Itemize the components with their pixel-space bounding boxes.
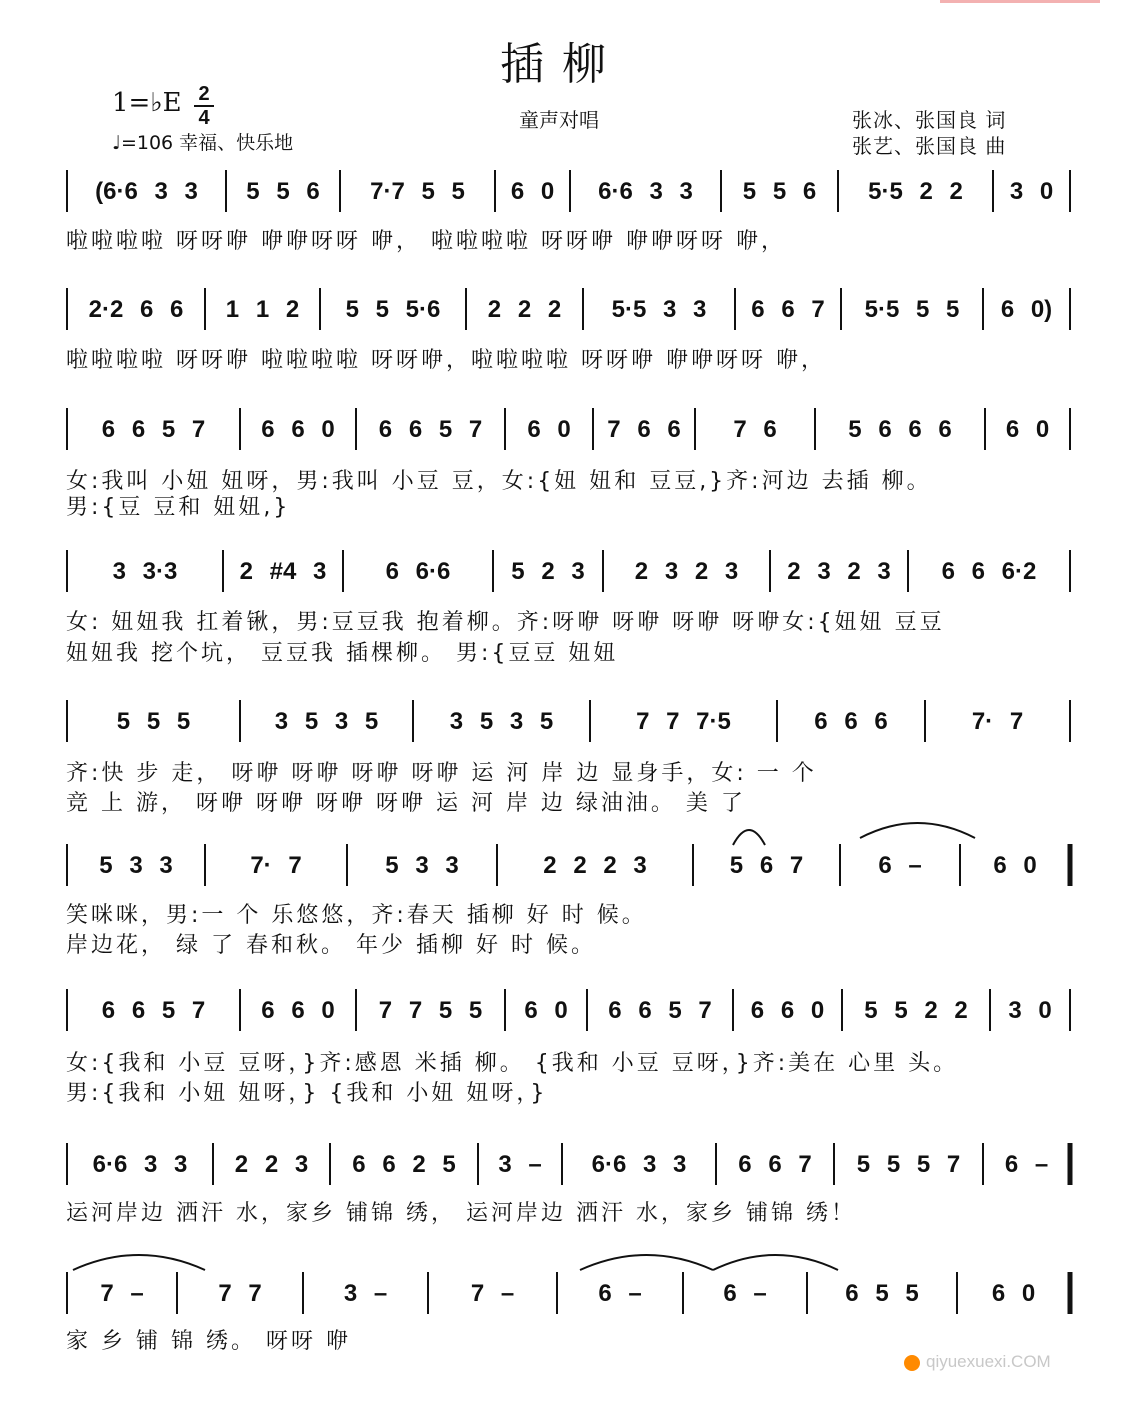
- measure-notes: 3 3·3: [112, 558, 178, 585]
- measure-notes: 7· 7: [971, 708, 1024, 735]
- measure-notes: 6 0): [1000, 296, 1053, 323]
- measure-notes: 6·6 3 3: [591, 1151, 687, 1178]
- measure-notes: 2 #4 3: [239, 558, 327, 585]
- measure-notes: 6 0: [524, 997, 568, 1024]
- lyricist-credit: 张冰、张国良 词: [852, 108, 1007, 132]
- measure-notes: 6 0: [527, 416, 571, 443]
- measure-notes: 6 0: [993, 852, 1037, 879]
- measure-notes: 5 5 6: [742, 178, 817, 205]
- measure-notes: 7 7: [218, 1280, 262, 1307]
- measure-notes: 7 7 7·5: [636, 708, 731, 735]
- slur-arc: [733, 830, 765, 845]
- measure-notes: 6 6 5 7: [378, 416, 483, 443]
- measure-notes: 7 –: [470, 1280, 515, 1307]
- site-watermark: qiyuexuexi.COM: [926, 1352, 1051, 1371]
- measure-notes: 5 2 3: [511, 558, 585, 585]
- measure-notes: 2 3 2 3: [634, 558, 739, 585]
- measure-notes: 6 6 6: [814, 708, 888, 735]
- measure-notes: 6 –: [723, 1280, 767, 1307]
- measure-notes: 2 2 3: [234, 1151, 309, 1178]
- measure-notes: 5·5 2 2: [868, 178, 963, 205]
- lyric-line: 女:我叫 小妞 妞呀，男:我叫 小豆 豆，女:{妞 妞和 豆豆,}齐:河边 去插 柳。: [66, 469, 932, 494]
- song-title: 插柳: [500, 39, 624, 90]
- lyric-line: 家 乡 铺 锦 绣。 呀呀 咿: [66, 1329, 351, 1354]
- measure-notes: 3 0: [1008, 997, 1052, 1024]
- measure-notes: 3 5 3 5: [449, 708, 554, 735]
- lyric-line: 啦啦啦啦 呀呀咿 咿咿呀呀 咿， 啦啦啦啦 呀呀咿 咿咿呀呀 咿，: [66, 229, 786, 254]
- measure-notes: 6·6 3 3: [92, 1151, 188, 1178]
- lyric-line: 啦啦啦啦 呀呀咿 啦啦啦啦 呀呀咿，啦啦啦啦 呀呀咿 咿咿呀呀 咿，: [66, 348, 826, 373]
- measure-notes: 5 5 2 2: [864, 997, 968, 1024]
- measure-notes: 6 0: [1005, 416, 1050, 443]
- measure-notes: 6 6 0: [750, 997, 825, 1024]
- measure-notes: 5 3 3: [99, 852, 173, 879]
- slur-arc: [860, 823, 975, 838]
- slur-arc: [73, 1255, 205, 1270]
- composer-credit: 张艺、张国良 曲: [852, 134, 1007, 158]
- lyric-line: 笑咪咪，男:一 个 乐悠悠，齐:春天 插柳 好 时 候。: [66, 903, 647, 928]
- lyric-line: 男:{我和 小妞 妞呀，} {我和 小妞 妞呀，}: [66, 1081, 548, 1106]
- time-signature-bottom: 4: [198, 107, 210, 129]
- measure-notes: 7· 7: [250, 852, 302, 879]
- measure-notes: 3 –: [343, 1280, 388, 1307]
- measure-notes: 6 6 7: [751, 296, 825, 323]
- measure-notes: 3 0: [1009, 178, 1054, 205]
- measure-notes: 5 5 5·6: [345, 296, 441, 323]
- measure-notes: 6 –: [878, 852, 922, 879]
- measure-notes: 5·5 5 5: [864, 296, 960, 323]
- measure-notes: 7 6 6: [607, 416, 681, 443]
- measure-notes: 6 6 2 5: [352, 1151, 456, 1178]
- measure-notes: 3 –: [498, 1151, 542, 1178]
- measure-notes: 5 3 3: [385, 852, 459, 879]
- measure-notes: 6 6·6: [385, 558, 451, 585]
- slur-arc: [713, 1255, 838, 1270]
- lyric-line: 男:{豆 豆和 妞妞,}: [66, 495, 291, 520]
- performance-note: 童声对唱: [519, 108, 599, 132]
- measure-notes: 2 2 2 3: [543, 852, 647, 879]
- lyric-line: 竞 上 游， 呀咿 呀咿 呀咿 呀咿 运 河 岸 边 绿油油。 美 了: [66, 791, 746, 816]
- key-signature: 1=♭E: [112, 88, 182, 118]
- lyric-line: 妞妞我 挖个坑， 豆豆我 插棵柳。 男:{豆豆 妞妞: [66, 641, 619, 666]
- measure-notes: 6 –: [598, 1280, 642, 1307]
- measure-notes: 6 0: [991, 1280, 1036, 1307]
- time-signature-top: 2: [198, 83, 210, 105]
- measure-notes: (6·6 3 3: [95, 178, 198, 205]
- measure-notes: 3 5 3 5: [274, 708, 379, 735]
- measure-notes: 1 1 2: [225, 296, 300, 323]
- measure-notes: 2 3 2 3: [787, 558, 891, 585]
- measure-notes: 6 6 5 7: [101, 416, 206, 443]
- measure-notes: 5 6 6 6: [848, 416, 952, 443]
- lyric-line: 女: 妞妞我 扛着锹，男:豆豆我 抱着柳。齐:呀咿 呀咿 呀咿 呀咿女:{妞妞 豆豆: [66, 610, 945, 635]
- lyric-line: 运河岸边 洒汗 水，家乡 铺锦 绣， 运河岸边 洒汗 水，家乡 铺锦 绣！: [66, 1201, 856, 1226]
- measure-notes: 6 6 0: [261, 416, 335, 443]
- lyric-line: 岸边花， 绿 了 春和秋。 年少 插柳 好 时 候。: [66, 933, 596, 958]
- lyric-line: 女:{我和 小豆 豆呀，}齐:感恩 米插 柳。 {我和 小豆 豆呀，}齐:美在 心里 头。: [66, 1051, 959, 1076]
- tempo-marking: ♩=106 幸福、快乐地: [112, 132, 294, 154]
- measure-notes: 6 6 6·2: [941, 558, 1037, 585]
- measure-notes: 5 5 5: [116, 708, 191, 735]
- measure-notes: 6 6 0: [261, 997, 335, 1024]
- measure-notes: 5 5 6: [246, 178, 320, 205]
- measure-notes: 6 6 5 7: [101, 997, 206, 1024]
- lyric-line: 齐:快 步 走， 呀咿 呀咿 呀咿 呀咿 运 河 岸 边 显身手，女: 一 个: [66, 761, 817, 786]
- measure-notes: 6 6 5 7: [608, 997, 712, 1024]
- measure-notes: 6 –: [1004, 1151, 1049, 1178]
- measure-notes: 6 6 7: [738, 1151, 812, 1178]
- slur-arc: [580, 1255, 713, 1270]
- measure-notes: 2 2 2: [487, 296, 562, 323]
- site-logo-icon: [904, 1355, 920, 1371]
- measure-notes: 6 5 5: [845, 1280, 919, 1307]
- measure-notes: 7 6: [733, 416, 777, 443]
- measure-notes: 7 –: [100, 1280, 144, 1307]
- measure-notes: 5·5 3 3: [611, 296, 707, 323]
- measure-notes: 6 0: [510, 178, 555, 205]
- measure-notes: 5 5 5 7: [856, 1151, 961, 1178]
- measure-notes: 5 6 7: [729, 852, 804, 879]
- measure-notes: 2·2 6 6: [88, 296, 184, 323]
- measure-notes: 7·7 5 5: [370, 178, 465, 205]
- measure-notes: 7 7 5 5: [378, 997, 483, 1024]
- measure-notes: 6·6 3 3: [598, 178, 693, 205]
